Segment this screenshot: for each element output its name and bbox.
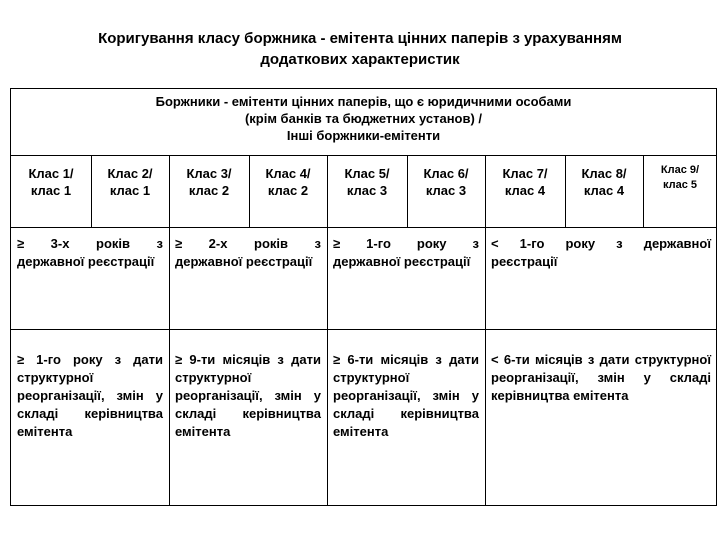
- class-label: Клас 7/: [502, 166, 548, 181]
- class-cell-1: [13, 165, 89, 199]
- title-line-1: Коригування класу боржника - емітента цінних паперів з урахуванням: [98, 30, 622, 47]
- registration-cell-3: ≥ 1-го року з державної реєстрації: [333, 236, 479, 269]
- title-line-2: додаткових характеристик: [260, 51, 460, 68]
- class-cell-8: [567, 165, 641, 199]
- page-title: [20, 28, 700, 70]
- reorganization-cell-2: ≥ 9-ти місяців з дати структурної реорганізації, змін у складі керівництва емітента: [175, 352, 321, 439]
- class-sublabel: клас 2: [188, 183, 230, 198]
- header-line-2: (крім банків та бюджетних установ) /: [244, 111, 483, 126]
- classes-divider: [11, 227, 716, 228]
- reorganization-cell-4: < 6-ти місяців з дати структурної реорганізації, змін у складі керівництва емітента: [491, 352, 711, 403]
- header-divider: [11, 155, 716, 156]
- class-label: Клас 8/: [581, 166, 627, 181]
- class-label: Клас 3/: [186, 166, 232, 181]
- class-sublabel: клас 5: [662, 179, 698, 191]
- class-sublabel: клас 3: [425, 183, 467, 198]
- group-divider: [485, 155, 486, 505]
- reorganization-cell-3: ≥ 6-ти місяців з дати структурної реорганізації, змін у складі керівництва емітента: [333, 352, 479, 439]
- class-sublabel: клас 4: [504, 183, 546, 198]
- class-sublabel: клас 2: [267, 183, 309, 198]
- table-header: [11, 93, 716, 144]
- class-divider: [565, 155, 566, 227]
- class-sublabel: клас 3: [346, 183, 388, 198]
- class-sublabel: клас 1: [30, 183, 72, 198]
- class-cell-4: [251, 165, 325, 199]
- class-label: Клас 5/: [344, 166, 390, 181]
- row1-divider: [11, 329, 716, 330]
- class-label: Клас 2/: [107, 166, 153, 181]
- class-label: Клас 1/: [28, 166, 74, 181]
- class-cell-2: [93, 165, 167, 199]
- class-divider: [643, 155, 644, 227]
- class-label: Клас 6/: [423, 166, 469, 181]
- classification-table: [10, 88, 717, 506]
- group-divider: [327, 155, 328, 505]
- header-line-1: Боржники - емітенти цінних паперів, що є юридичними особами: [155, 94, 572, 109]
- class-cell-6: [409, 165, 483, 199]
- class-divider: [249, 155, 250, 227]
- class-cell-7: [487, 165, 563, 199]
- header-line-3: Інші боржники-емітенти: [286, 128, 441, 143]
- class-divider: [91, 155, 92, 227]
- class-divider: [407, 155, 408, 227]
- class-label: Клас 9/: [660, 164, 700, 176]
- registration-cell-1: ≥ 3-х років з державної реєстрації: [17, 236, 163, 269]
- class-sublabel: клас 1: [109, 183, 151, 198]
- class-sublabel: клас 4: [583, 183, 625, 198]
- registration-cell-2: ≥ 2-х років з державної реєстрації: [175, 236, 321, 269]
- registration-cell-4: < 1-го року з державної реєстрації: [491, 236, 711, 269]
- class-cell-5: [329, 165, 405, 199]
- class-label: Клас 4/: [265, 166, 311, 181]
- class-cell-3: [171, 165, 247, 199]
- class-cell-9: [645, 163, 715, 193]
- group-divider: [169, 155, 170, 505]
- reorganization-cell-1: ≥ 1-го року з дати структурної реорганізації, змін у складі керівництва емітента: [17, 352, 163, 439]
